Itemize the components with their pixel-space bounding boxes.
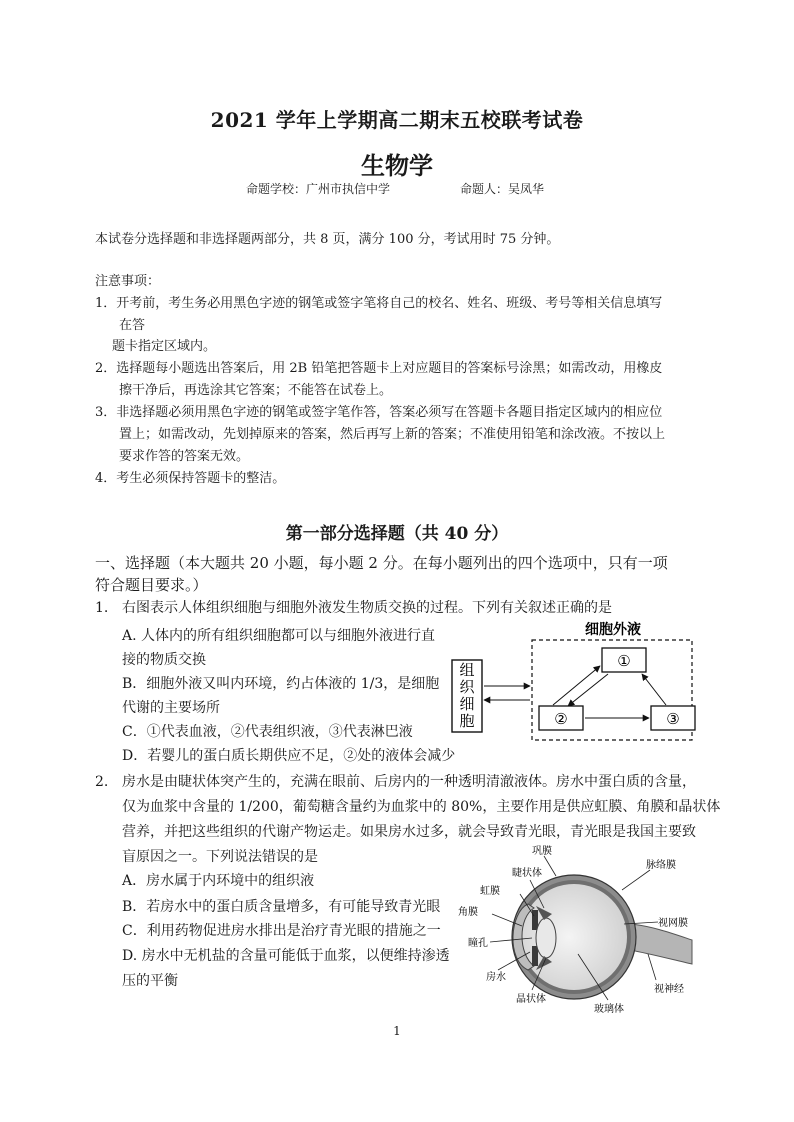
q2-option-d-1: D. 房水中无机盐的含量可能低于血浆，以便维持渗透 <box>122 948 450 964</box>
q1-diagram <box>448 620 698 745</box>
q2-option-a: A．房水属于内环境中的组织液 <box>122 873 315 889</box>
note-2-line-2: 擦干净后，再选涂其它答案；不能答在试卷上。 <box>119 383 393 398</box>
arrow-3-to-1 <box>642 674 666 705</box>
q1-option-b-2: 代谢的主要场所 <box>122 700 220 716</box>
note-1-line-3: 题卡指定区域内。 <box>112 339 217 354</box>
q2-stem-4: 盲原因之一。下列说法错误的是 <box>122 849 318 865</box>
arrow-1-to-2 <box>568 674 608 706</box>
q1-option-d: D．若婴儿的蛋白质长期供应不足，②处的液体会减少 <box>122 748 456 764</box>
school-info: 命题学校：广州市执信中学 <box>246 182 391 196</box>
node-1-label: ① <box>617 652 631 670</box>
note-2-line-1: 2．选择题每小题选出答案后，用 2B 铅笔把答题卡上对应题目的答案标号涂黑；如需改动，用橡皮 <box>95 361 663 376</box>
q2-stem-1: 房水是由睫状体突产生的，充满在眼前、后房内的一种透明清澈液体。房水中蛋白质的含量， <box>122 774 696 790</box>
label-optic-nerve: 视神经 <box>654 984 684 995</box>
tissue-cell-char-4: 胞 <box>459 712 475 730</box>
label-retina: 视网膜 <box>658 918 688 929</box>
note-4: 4．考生必须保持答题卡的整洁。 <box>95 471 286 486</box>
q2-option-d-2: 压的平衡 <box>122 973 178 989</box>
section-1-instruction-1: 一、选择题（本大题共 20 小题，每小题 2 分。在每小题列出的四个选项中，只有一项 <box>95 554 668 572</box>
intro-text: 本试卷分选择题和非选择题两部分，共 8 页，满分 100 分，考试用时 75 分钟。 <box>95 232 560 247</box>
q2-stem-3: 营养，并把这些组织的代谢产物运走。如果房水过多，就会导致青光眼，青光眼是我国主要致 <box>122 824 696 840</box>
tissue-cell-char-3: 细 <box>459 695 475 713</box>
note-3-line-3: 要求作答的答案无效。 <box>119 449 250 464</box>
label-iris: 虹膜 <box>480 886 500 897</box>
eye-diagram <box>452 842 694 1016</box>
q2-option-b: B．若房水中的蛋白质含量增多，有可能导致青光眼 <box>122 899 441 915</box>
q1-option-a-1: A. 人体内的所有组织细胞都可以与细胞外液进行直 <box>122 628 436 644</box>
notes-title: 注意事项： <box>95 274 161 289</box>
tissue-cell-char-2: 织 <box>459 678 475 696</box>
node-3-label: ③ <box>666 710 680 728</box>
label-cornea: 角膜 <box>458 907 478 918</box>
label-sclera: 巩膜 <box>532 846 552 857</box>
section-1-instruction-2: 符合题目要求。） <box>95 576 208 594</box>
label-lens: 晶状体 <box>516 994 546 1005</box>
note-1-line-1: 1．开考前，考生务必用黑色字迹的钢笔或签字笔将自己的校名、姓名、班级、考号等相关信息填写 <box>95 296 663 311</box>
label-aqueous-humor: 房水 <box>486 972 506 983</box>
label-choroid: 脉络膜 <box>646 860 676 871</box>
q1-stem: 右图表示人体组织细胞与细胞外液发生物质交换的过程。下列有关叙述正确的是 <box>122 600 612 616</box>
note-1-line-2: 在答 <box>119 318 146 333</box>
page-number: 1 <box>393 1024 401 1038</box>
section-1-title: 第一部分选择题（共 40 分） <box>285 524 509 544</box>
extracellular-fluid-label: 细胞外液 <box>585 622 641 638</box>
q1-option-a-2: 接的物质交换 <box>122 652 206 668</box>
q1-option-b-1: B．细胞外液又叫内环境，约占体液的 1/3，是细胞 <box>122 676 440 692</box>
node-2-label: ② <box>554 710 568 728</box>
q2-option-c: C．利用药物促进房水排出是治疗青光眼的措施之一 <box>122 923 441 939</box>
optic-nerve-shape <box>630 924 692 964</box>
author-info: 命题人：吴凤华 <box>460 182 545 196</box>
q1-option-c: C．①代表血液，②代表组织液，③代表淋巴液 <box>122 724 413 740</box>
subject-title: 生物学 <box>361 151 433 180</box>
exam-title: 2021 学年上学期高二期末五校联考试卷 <box>210 108 584 132</box>
label-ciliary-body: 睫状体 <box>512 868 542 879</box>
q2-number: 2. <box>95 774 109 790</box>
label-pupil: 瞳孔 <box>468 938 488 949</box>
label-vitreous-body: 玻璃体 <box>594 1004 624 1015</box>
note-3-line-1: 3．非选择题必须用黑色字迹的钢笔或签字笔作答，答案必须写在答题卡各题目指定区域内的相应位 <box>95 405 663 420</box>
q1-number: 1. <box>95 600 109 616</box>
q2-stem-2: 仅为血浆中含量的 1/200，葡萄糖含量约为血浆中的 80%，主要作用是供应虹膜、角膜和晶状体 <box>122 799 721 815</box>
tissue-cell-char-1: 组 <box>459 661 475 679</box>
lens-shape <box>536 918 556 958</box>
note-3-line-2: 置上；如需改动，先划掉原来的答案，然后再写上新的答案；不准使用铅笔和涂改液。不按以上 <box>119 427 666 442</box>
